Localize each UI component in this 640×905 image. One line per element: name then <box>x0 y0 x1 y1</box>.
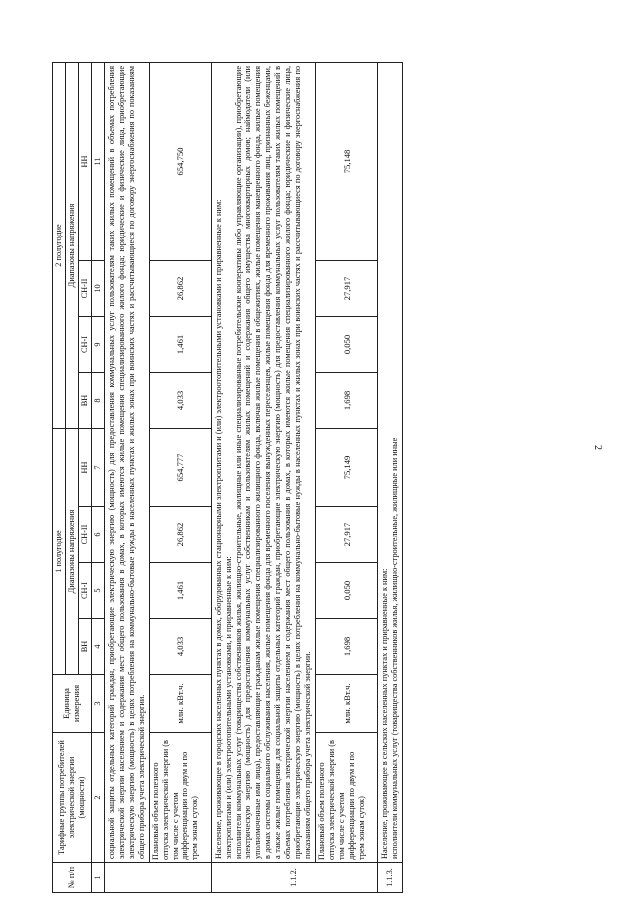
index-cell: 1 <box>91 863 104 893</box>
header-level: НН <box>78 62 91 260</box>
index-cell: 9 <box>91 316 104 372</box>
index-cell: 3 <box>91 675 104 733</box>
value-cell: 27,917 <box>316 507 378 563</box>
value-cell: 75,148 <box>316 62 378 260</box>
row-num-cont <box>104 863 211 893</box>
value-cell: 654,777 <box>149 428 211 506</box>
index-cell: 10 <box>91 260 104 316</box>
value-cell: 1,698 <box>316 619 378 675</box>
header-unit: Единица измерения <box>53 675 92 733</box>
header-group: Тарифные группы потребителей электрической энергии (мощности) <box>53 733 92 863</box>
continued-text: социальной защиты отдельных категорий граждан, приобретающие электрическую энергию (мощность) для предоставления коммунальных услуг пользователям таких жилых помещений в объемах потребления электрической энергии населением и содержания мест общего пользования в домах, в которых имеются жилые помещения специализированного жилого фонда; юридические и физические лица, приобретающие электрическую энергию (мощность) в целях потребления на коммунально-бытовые нужды в населенных пунктах и жилых зонах при воинских частях и рассчитывающиеся по договору энергоснабжения по показаниям общего прибора учета электрической энергии. <box>104 62 149 862</box>
row-1-1-3-text: Население, проживающее в сельских населенных пунктах и приравненные к ним: исполнители коммунальных услуг (товарищества собственников жилья, жилищно-строительные, жилищные или иные <box>378 62 403 862</box>
header-level: ВН <box>78 619 91 675</box>
value-cell: 1,698 <box>316 372 378 428</box>
rotated-table-page <box>52 63 580 893</box>
value-cell: 654,750 <box>149 62 211 260</box>
value-cell: 1,461 <box>149 563 211 619</box>
plan-label: Плановый объем полезного отпуска электрической энергии (в том числе с учетом дифференциации по двум и по трем зонам суток) <box>316 733 378 863</box>
header-level: НН <box>78 428 91 506</box>
value-cell: 27,917 <box>316 260 378 316</box>
header-ranges-2: Диапазоны напряжения <box>65 62 78 428</box>
index-cell: 5 <box>91 563 104 619</box>
value-cell: 75,149 <box>316 428 378 506</box>
value-cell: 26,862 <box>149 507 211 563</box>
index-cell: 6 <box>91 507 104 563</box>
plan-label: Плановый объем полезного отпуска электрической энергии (в том числе с учетом дифференциации по двум и по трем зонам суток) <box>149 733 211 863</box>
value-cell: 0,050 <box>316 316 378 372</box>
header-half1: 1 полугодие <box>53 428 66 674</box>
value-cell: 4,033 <box>149 372 211 428</box>
index-cell: 11 <box>91 62 104 260</box>
unit-cell: млн. кВт.ч. <box>149 675 211 733</box>
header-level: СН-II <box>78 260 91 316</box>
index-cell: 4 <box>91 619 104 675</box>
row-num-1-1-3: 1.1.3. <box>378 863 403 893</box>
index-cell: 7 <box>91 428 104 506</box>
value-cell: 4,033 <box>149 619 211 675</box>
header-level: СН-I <box>78 563 91 619</box>
index-cell: 8 <box>91 372 104 428</box>
value-cell: 26,862 <box>149 260 211 316</box>
row-num-1-1-2: 1.1.2. <box>211 863 378 893</box>
unit-cell: млн. кВт.ч. <box>316 675 378 733</box>
row-1-1-2-text: Население, проживающее в городских населенных пунктах в домах, оборудованных стационарными электроплитами и (или) электроотопительными установками и приравненные к ним: электроплитами и (или) электроотопительными установками, и приравненные к ним: исполнители коммунальных услуг (товарищества собственников жилья, жилищно-строительные, жилищные или иные специализированные потребительские кооперативы либо управляющие организации), приобретающие электрическую энергию (мощность) для предоставления коммунальных услуг собственникам и пользователям жилых помещений и содержания общего имущества многоквартирных домов; наймодатели (или уполномоченные ими лица), предоставляющие гражданам жилые помещения специализированного жилищного фонда, включая жилые помещения в общежитиях, жилые помещения маневренного фонда, жилые помещения в домах системы социального обслуживания населения, жилые помещения фонда для временного поселения вынужденных переселенцев, жилые помещения фонда для временного проживания лиц, признанных беженцами, а также жилые помещения для социальной защиты отдельных категорий граждан, приобретающие электрическую энергию (мощность) для предоставления коммунальных услуг пользователям таких жилых помещений в объемах потребления электрической энергии населением и содержания мест общего пользования в домах, в которых имеются жилые помещения специализированного жилого фонда; юридические и физические лица, приобретающие электрическую энергию (мощность) в целях потребления на коммунально-бытовые нужды в населенных пунктах и жилых зонах при воинских частях и рассчитывающиеся по договору энергоснабжения по показаниям общего прибора учета электрической энергии. <box>211 62 316 862</box>
header-level: СН-I <box>78 316 91 372</box>
header-ranges-1: Диапазоны напряжения <box>65 428 78 674</box>
index-cell: 2 <box>91 733 104 863</box>
page-number: 2 <box>592 445 603 450</box>
header-level: ВН <box>78 372 91 428</box>
tariff-table <box>52 62 403 893</box>
header-half2: 2 полугодие <box>53 62 66 428</box>
value-cell: 1,461 <box>149 316 211 372</box>
header-level: СН-II <box>78 507 91 563</box>
header-num: № п/п <box>53 863 92 893</box>
value-cell: 0,050 <box>316 563 378 619</box>
